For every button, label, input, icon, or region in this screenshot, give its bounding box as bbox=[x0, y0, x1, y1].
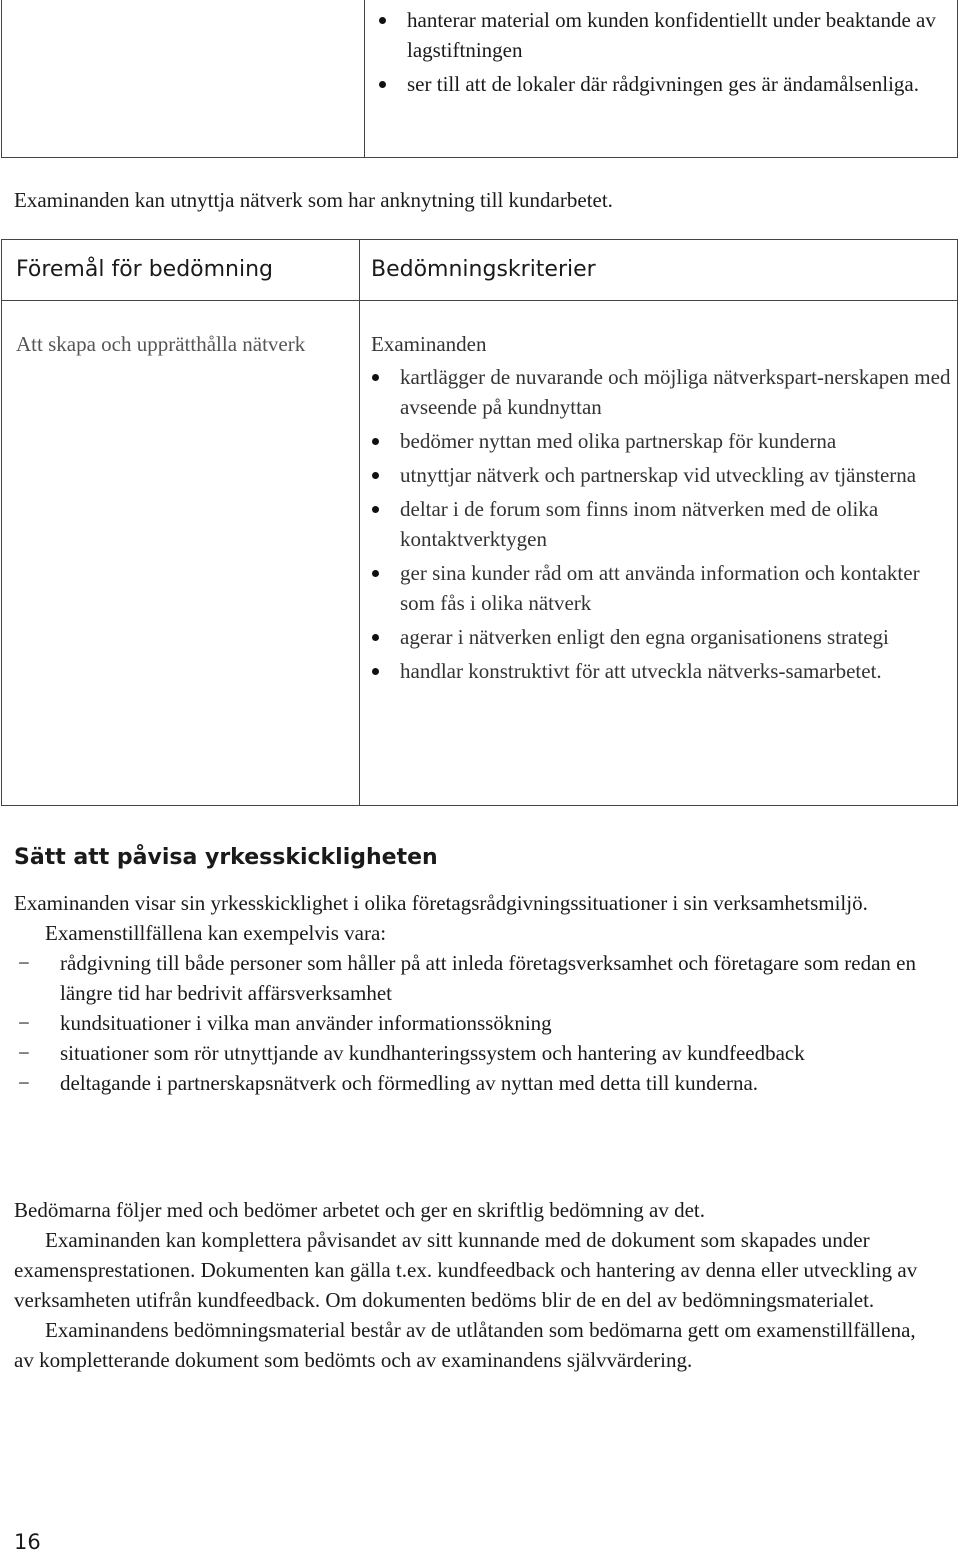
continued-table bbox=[1, 0, 958, 158]
paragraph: Examinanden visar sin yrkesskicklighet i olika företagsrådgivningssituationer i sin verksamhetsmiljö. bbox=[14, 891, 868, 915]
list-item: − kundsituationer i vilka man använder informationssökning bbox=[14, 1008, 934, 1038]
list-item: kartlägger de nuvarande och möjliga nätverkspart-nerskapen med avseende på kundnyttan bbox=[371, 362, 951, 422]
paragraph: Bedömarna följer med och bedömer arbetet och ger en skriftlig bedömning av det. bbox=[14, 1198, 706, 1222]
competence-statement: Examinanden kan utnyttja nätverk som har anknytning till kundarbetet. bbox=[14, 188, 613, 212]
assessment-object-cell: Att skapa och upprätthålla nätverk bbox=[16, 332, 306, 356]
criteria-intro: Examinanden bbox=[371, 332, 487, 356]
list-item: hanterar material om kunden konfidentiellt under beaktande av lagstiftningen bbox=[376, 5, 946, 65]
header-assessment-object: Föremål för bedömning bbox=[16, 257, 274, 282]
list-item: − deltagande i partnerskapsnätverk och förmedling av nyttan med detta till kunderna. bbox=[14, 1068, 934, 1098]
list-item: ger sina kunder råd om att använda information och kontakter som fås i olika nätverk bbox=[371, 558, 951, 618]
list-item: deltar i de forum som finns inom nätverken med de olika kontaktverktygen bbox=[371, 494, 951, 554]
list-item: ser till att de lokaler där rådgivningen ges är ändamålsenliga. bbox=[376, 69, 946, 99]
continued-criteria-list bbox=[376, 5, 946, 99]
section-heading: Sätt att påvisa yrkesskickligheten bbox=[14, 845, 438, 870]
list-item: agerar i nätverken enligt den egna organisationens strategi bbox=[371, 622, 951, 652]
examples-list bbox=[14, 948, 934, 1098]
assessment-criteria-cell bbox=[371, 329, 951, 686]
paragraph: Examinanden kan komplettera påvisandet av sitt kunnande med de dokument som skapades under examensprestationen. Dokumenten kan gälla t.ex. kundfeedback och hantering av denna eller utveckling av verksamheten utifrån kundfeedback. Om dokumenten bedöms blir de en del av bedömningsmaterialet. bbox=[14, 1228, 918, 1312]
list-item: bedömer nyttan med olika partnerskap för kunderna bbox=[371, 426, 951, 456]
assessment-table bbox=[1, 239, 958, 806]
list-item: − rådgivning till både personer som håller på att inleda företagsverksamhet och företagare som redan en längre tid har bedrivit affärsverksamhet bbox=[14, 948, 934, 1008]
table-column-divider bbox=[364, 0, 365, 157]
criteria-list bbox=[371, 362, 951, 686]
table-header-divider bbox=[2, 300, 957, 301]
section-body bbox=[14, 888, 934, 1098]
table-column-divider bbox=[359, 240, 360, 805]
paragraph: Examenstillfällena kan exempelvis vara: bbox=[45, 921, 387, 945]
assessment-description bbox=[14, 1195, 934, 1375]
header-assessment-criteria: Bedömningskriterier bbox=[371, 257, 596, 282]
page-number: 16 bbox=[14, 1530, 41, 1554]
list-item: − situationer som rör utnyttjande av kundhanteringssystem och hantering av kundfeedback bbox=[14, 1038, 934, 1068]
list-item: handlar konstruktivt för att utveckla nätverks-samarbetet. bbox=[371, 656, 951, 686]
list-item: utnyttjar nätverk och partnerskap vid utveckling av tjänsterna bbox=[371, 460, 951, 490]
paragraph: Examinandens bedömningsmaterial består av de utlåtanden som bedömarna gett om examenstillfällena, av kompletterande dokument som bedömts och av examinandens självvärdering. bbox=[14, 1318, 916, 1372]
